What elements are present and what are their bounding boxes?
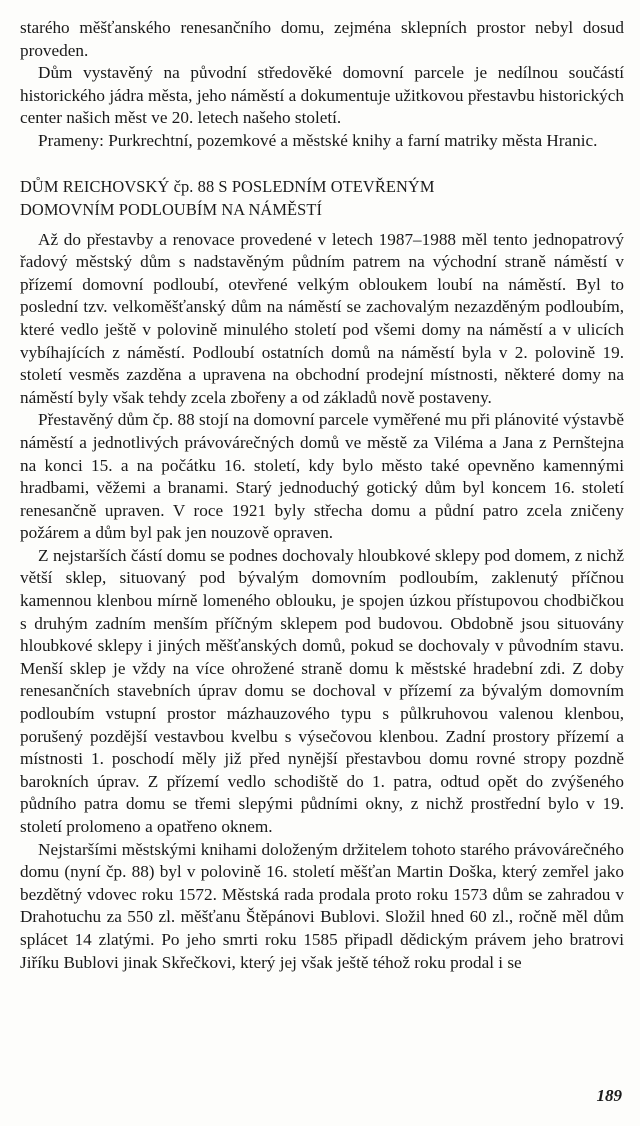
section-heading-line: DOMOVNÍM PODLOUBÍM NA NÁMĚSTÍ <box>20 199 323 219</box>
section-heading-line: DŮM REICHOVSKÝ čp. 88 S POSLEDNÍM OTEVŘENÝM <box>20 176 435 196</box>
body-paragraph: Přestavěný dům čp. 88 stojí na domovní parcele vyměřené mu při plánovité výstavbě náměstí a jednotlivých právovárečných domů ve městě za Viléma a Jana z Pernštejna na konci 15. a na počátku 16. století, kdy bylo město také opevněno kamennými hradbami, věžemi a branami. Starý jednoduchý gotický dům byl koncem 16. století renesančně upraven. V roce 1921 byly střecha domu a půdní patro zcela zničeny požárem a dům byl pak jen nouzově opraven. <box>20 410 624 543</box>
intro-paragraph-continuation: starého měšťanského renesančního domu, zejména sklepních prostor nebyl dosud proveden. <box>20 18 624 60</box>
body-paragraph: Z nejstarších částí domu se podnes dochovaly hloubkové sklepy pod domem, z nichž větší sklep, situovaný pod bývalým domovním podloubím, zaklenutý příčnou kamennou klenbou mírně lomeného oblouku, je spojen úzkou přístupovou chodbičkou s druhým zadním menším příčným sklepem pod budovou. Obdobně jsou situovány hloubkové sklepy i jiných měšťanských domů, pokud se dochovaly v původním stavu. Menší sklep je vždy na více ohrožené straně domu k městské hradební zdi. Z doby renesančních stavebních úprav domu se dochoval v přízemí za bývalým domovním podloubím vstupní prostor mázhauzového typu s půlkruhovou valenou klenbou, porušený pozdější vestavbou kvelbu s výsečovou klenbou. Zadní prostory přízemí a místnosti 1. poschodí měly již před nynější přestavbou domu rovné stropy pozdně barokních úprav. Z přízemí vedlo schodiště do 1. patra, odtud opět do zvýšeného půdního patra domu se třemi slepými půdními okny, z nichž prostřední bylo v 19. století prolomeno a opatřeno oknem. <box>20 545 624 836</box>
intro-paragraph: Dům vystavěný na původní středověké domovní parcele je nedílnou součástí historického jádra města, jeho náměstí a dokumentuje užitkovou přestavbu historických center našich měst ve 20. letech našeho století. <box>20 63 624 128</box>
body-paragraph: Až do přestavby a renovace provedené v letech 1987–1988 měl tento jednopatrový řadový městský dům s nadstavěným půdním patrem na východní straně náměstí v přízemí domovní podloubí, otevřené velkým obloukem loubí na náměstí. Byl to poslední tzv. velkoměšťanský dům na náměstí se zachovalým nezazděným podloubím, které vedlo ještě v polovině minulého století pod všemi domy na náměstí a v ulicích vybíhajících z náměstí. Podloubí ostatních domů na náměstí byla v 2. polovině 19. století vesměs zazděna a upravena na obchodní prodejní místnosti, některé domy na náměstí byly však tehdy zcela zbořeny a od základů nově postaveny. <box>20 229 624 407</box>
body-paragraph: Nejstaršími městskými knihami doloženým držitelem tohoto starého právovárečného domu (nyní čp. 88) byl v polovině 16. století měšťan Martin Doška, který zemřel jako bezdětný vdovec roku 1572. Městská rada prodala proto roku 1573 dům se zahradou v Drahotuchu za 550 zl. měšťanu Štěpánovi Bublovi. Složil hned 60 zl., ročně měl dům splácet 14 zlatými. Po jeho smrti roku 1585 připadl dědickým právem jeho bratrovi Jiříku Bublovi jinak Skřečkovi, který jej však ještě téhož roku prodal i se <box>20 839 624 972</box>
text-column <box>20 17 624 974</box>
page-number: 189 <box>596 1086 622 1105</box>
sources-paragraph: Prameny: Purkrechtní, pozemkové a městské knihy a farní matriky města Hranic. <box>38 130 598 150</box>
section-heading <box>20 175 624 221</box>
